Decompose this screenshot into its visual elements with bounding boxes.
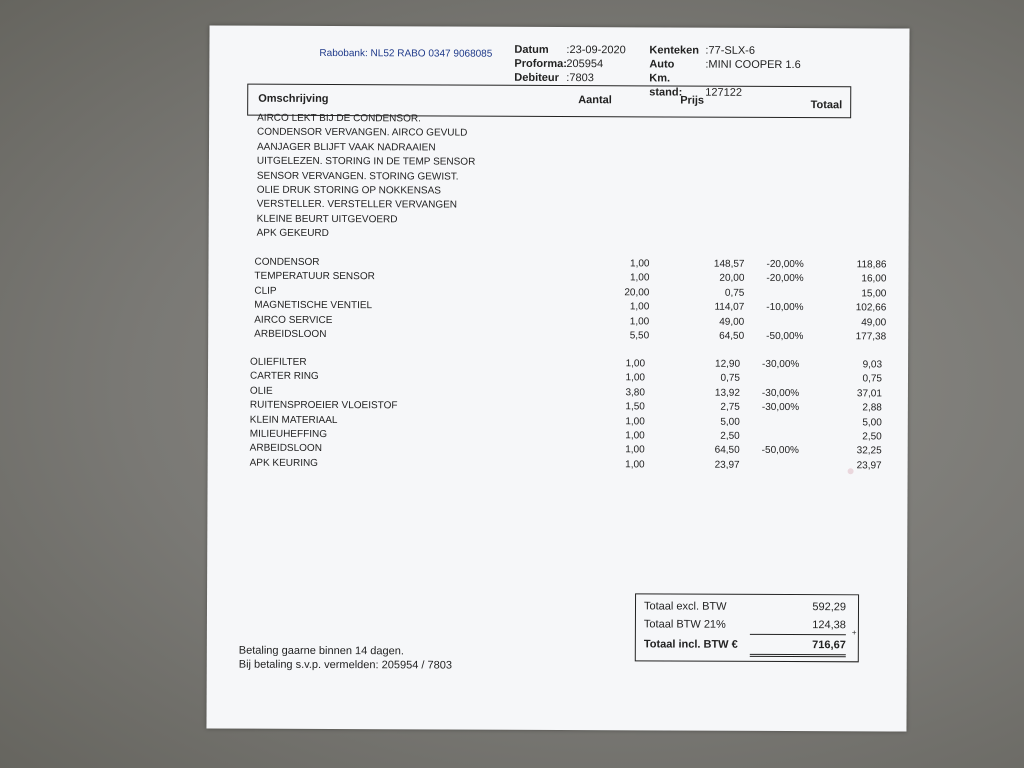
item-discount: -30,00% [762, 358, 800, 371]
item-total: 2,88 [862, 402, 882, 414]
item-price: 64,50 [719, 330, 745, 342]
item-description: CLIP [254, 285, 277, 297]
meta-km-row: Km. stand: 127122 [649, 72, 742, 99]
item-quantity: 1,00 [625, 459, 645, 471]
item-price: 2,75 [720, 401, 740, 413]
double-underline-bottom [750, 656, 846, 657]
payment-footer [239, 644, 452, 673]
item-quantity: 1,00 [629, 272, 650, 284]
item-price: 12,90 [715, 358, 741, 370]
item-description: ARBEIDSLOON [249, 443, 322, 455]
item-description: OLIEFILTER [250, 356, 307, 368]
meta-debtor-row: Debiteur :7803 [514, 71, 594, 85]
payment-reference: Bij betaling s.v.p. vermelden: 205954 / 7803 [238, 658, 452, 672]
header-quantity: Aantal [578, 94, 612, 107]
meta-car-row: Auto :MINI COOPER 1.6 [649, 58, 801, 72]
item-price: 64,50 [714, 445, 740, 457]
item-price: 0,75 [720, 373, 741, 385]
item-total: 49,00 [861, 316, 887, 329]
item-quantity: 1,00 [629, 315, 650, 327]
item-price: 2,50 [720, 430, 740, 442]
item-total: 32,25 [856, 445, 882, 457]
totals-box [635, 593, 859, 662]
item-description: TEMPERATUUR SENSOR [254, 271, 375, 283]
item-description: OLIE [249, 385, 273, 397]
meta-date-row: Datum :23-09-2020 [514, 43, 626, 57]
item-price: 13,92 [714, 387, 740, 399]
item-total: 177,38 [855, 331, 887, 343]
total-incl-row: Totaal incl. BTW € 716,67 [643, 638, 846, 652]
bank-account: Rabobank: NL52 RABO 0347 9068085 [319, 47, 493, 60]
item-quantity: 5,50 [629, 330, 650, 342]
item-price: 114,07 [714, 301, 745, 313]
work-remarks [257, 112, 476, 243]
remark-line: KLEINE BEURT UITGEVOERD [256, 213, 398, 226]
item-price: 49,00 [719, 316, 745, 328]
item-discount: -50,00% [766, 330, 804, 343]
item-quantity: 20,00 [624, 287, 650, 299]
remark-line: AANJAGER BLIJFT VAAK NADRAAIEN [256, 141, 436, 154]
header-description: Omschrijving [258, 92, 329, 105]
remark-line: SENSOR VERVANGEN. STORING GEWIST. [256, 170, 459, 183]
item-description: RUITENSPROEIER VLOEISTOF [249, 399, 398, 412]
item-discount: -10,00% [766, 302, 804, 314]
item-price: 20,00 [719, 273, 745, 285]
item-description: CARTER RING [249, 371, 319, 383]
item-price: 5,00 [720, 416, 740, 428]
item-discount: -50,00% [761, 445, 799, 457]
payment-term: Betaling gaarne binnen 14 dagen. [238, 644, 404, 658]
sum-line [750, 634, 846, 635]
item-quantity: 1,00 [625, 372, 646, 384]
item-quantity: 1,00 [625, 358, 646, 370]
invoice-paper [206, 25, 909, 731]
item-total: 0,75 [862, 373, 883, 385]
item-description: AIRCO SERVICE [254, 314, 333, 326]
item-discount: -30,00% [761, 402, 800, 414]
item-quantity: 1,00 [630, 258, 650, 270]
item-total: 118,86 [856, 259, 887, 271]
remark-line: CONDENSOR VERVANGEN. AIRCO GEVULD [257, 127, 468, 140]
item-price: 0,75 [724, 287, 745, 299]
remark-line: VERSTELLER. VERSTELLER VERVANGEN [256, 199, 458, 211]
item-total: 2,50 [862, 431, 882, 443]
item-total: 5,00 [862, 416, 882, 429]
item-quantity: 1,00 [629, 301, 650, 313]
total-excl-row: Totaal excl. BTW 592,29 [643, 600, 847, 614]
remark-line: OLIE DRUK STORING OP NOKKENSAS [256, 184, 441, 197]
item-description: MILIEUHEFFING [249, 428, 328, 440]
sum-plus-mark: + [851, 628, 857, 638]
header-total: Totaal [810, 99, 843, 112]
item-quantity: 1,00 [625, 444, 645, 456]
item-total: 15,00 [861, 288, 887, 300]
item-quantity: 3,80 [625, 387, 645, 399]
item-description: APK KEURING [249, 457, 319, 469]
item-total: 9,03 [862, 359, 883, 371]
item-total: 23,97 [856, 460, 882, 472]
remark-line: APK GEKEURD [256, 227, 329, 240]
item-discount: -20,00% [766, 258, 804, 271]
header-price: Prijs [680, 94, 705, 107]
meta-plate-row: Kenteken :77-SLX-6 [649, 44, 755, 57]
item-discount: -20,00% [766, 273, 804, 285]
item-quantity: 1,50 [625, 401, 645, 413]
paper-smudge [848, 468, 854, 474]
remark-line: AIRCO LEKT BIJ DE CONDENSOR. [257, 112, 421, 125]
item-total: 37,01 [856, 388, 882, 400]
item-price: 23,97 [714, 459, 740, 471]
line-item-row [254, 328, 887, 345]
item-description: CONDENSOR [254, 256, 320, 268]
item-description: ARBEIDSLOON [254, 328, 327, 340]
invoice-meta-left [514, 43, 626, 85]
item-quantity: 1,00 [625, 430, 645, 442]
item-description: MAGNETISCHE VENTIEL [254, 299, 373, 312]
remark-line: UITGELEZEN. STORING IN DE TEMP SENSOR [256, 155, 476, 168]
item-discount: -30,00% [761, 387, 800, 399]
item-description: KLEIN MATERIAAL [249, 414, 338, 426]
item-quantity: 1,00 [625, 415, 645, 427]
total-vat-row: Totaal BTW 21% 124,38 [643, 618, 846, 632]
item-price: 148,57 [713, 258, 745, 270]
item-total: 16,00 [861, 273, 887, 285]
meta-proforma-row: Proforma:205954 [514, 57, 604, 71]
line-item-row [249, 456, 882, 473]
item-total: 102,66 [855, 302, 887, 314]
